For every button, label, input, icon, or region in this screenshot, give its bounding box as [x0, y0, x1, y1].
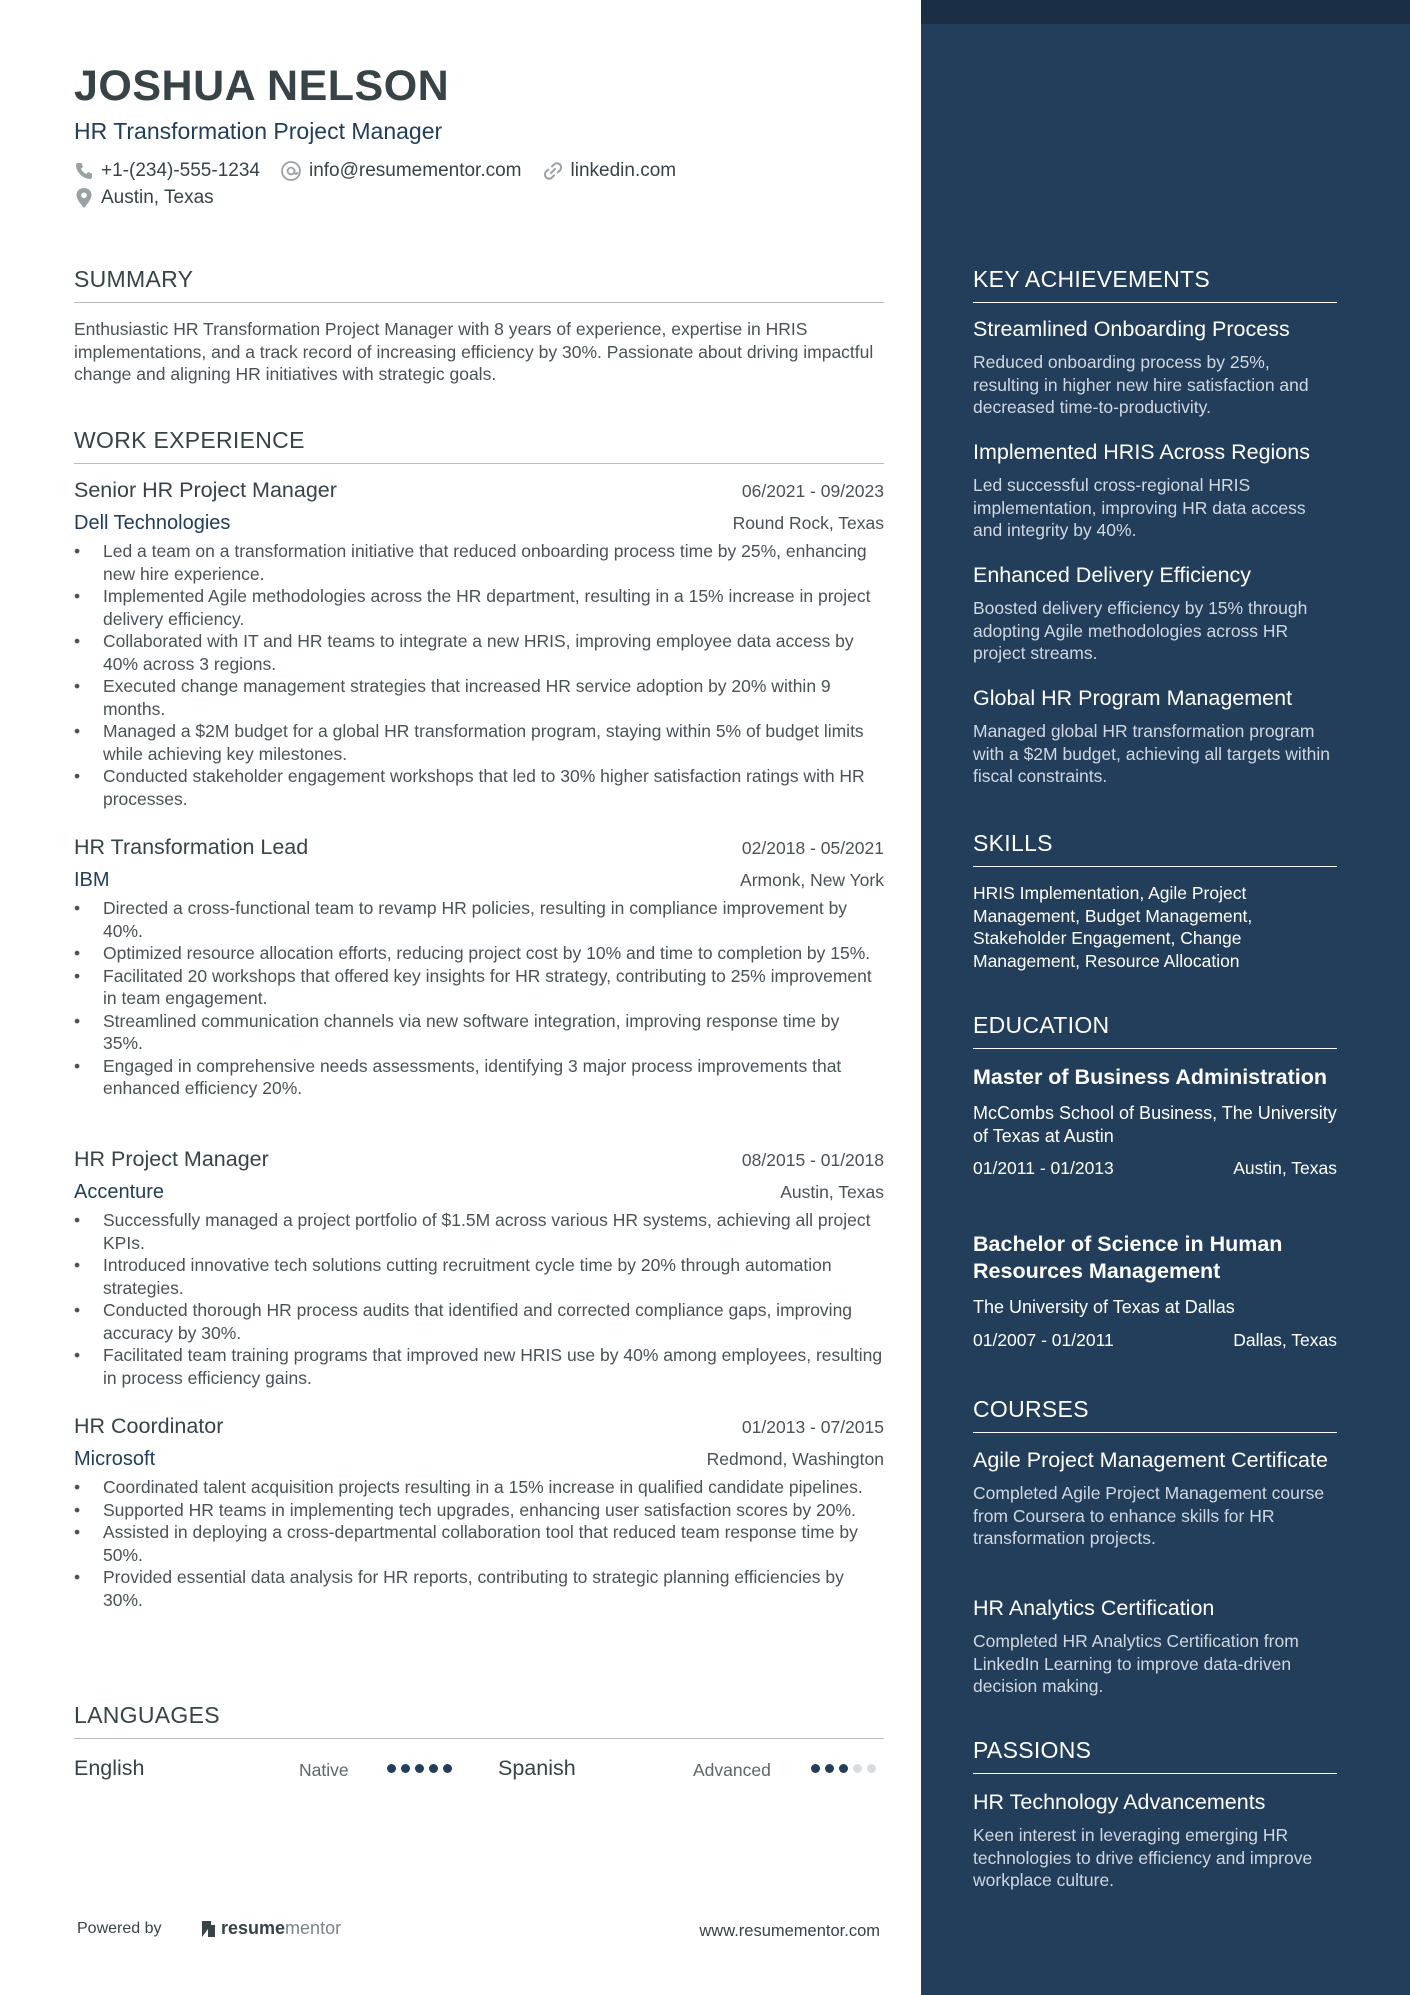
summary-text: Enthusiastic HR Transformation Project Manager with 8 years of experience, expertise in HRIS implementations, and a track record of increasing efficiency by 30%. Passionate about driving impactful change and aligning HR initiatives with strategic goals. — [74, 319, 874, 384]
job-bullet: • Collaborated with IT and HR teams to integrate a new HRIS, improving employee data access by 40% across 3 regions. — [74, 630, 884, 675]
job-company: Accenture — [74, 1181, 165, 1203]
job-entry — [74, 1147, 884, 1389]
job-bullet: • Implemented Agile methodologies across the HR department, resulting in a 15% increase in project delivery efficiency. — [74, 585, 884, 630]
education-school: McCombs School of Business, The University of Texas at Austin — [973, 1103, 1337, 1146]
job-bullets — [74, 1476, 884, 1611]
resumementor-logo-icon — [199, 1919, 217, 1939]
passions-heading: PASSIONS — [973, 1737, 1337, 1774]
passion-title: HR Technology Advancements — [973, 1790, 1266, 1814]
course-desc: Completed Agile Project Management course from Coursera to enhance skills for HR transformation projects. — [973, 1483, 1325, 1548]
job-bullet: • Managed a $2M budget for a global HR transformation program, staying within 5% of budget limits while achieving key milestones. — [74, 720, 884, 765]
skills-text: HRIS Implementation, Agile Project Management, Budget Management, Stakeholder Engagement, Change Management, Resource Allocation — [973, 883, 1253, 971]
achievement-title: Implemented HRIS Across Regions — [973, 440, 1310, 464]
website-link[interactable]: www.resumementor.com — [699, 1922, 880, 1940]
location-text: Austin, Texas — [101, 187, 214, 208]
job-location: Round Rock, Texas — [732, 513, 884, 533]
experience-heading: WORK EXPERIENCE — [74, 427, 884, 464]
rating-dot — [429, 1764, 438, 1773]
job-bullet: • Facilitated team training programs that improved new HRIS use by 40% among employees, resulting in process efficiency gains. — [74, 1344, 884, 1389]
contact-row — [74, 160, 696, 182]
achievement-desc: Managed global HR transformation program with a $2M budget, achieving all targets within fiscal constraints. — [973, 721, 1331, 786]
job-location: Armonk, New York — [740, 870, 884, 890]
rating-dot — [867, 1764, 876, 1773]
job-bullet: • Conducted thorough HR process audits that identified and corrected compliance gaps, improving accuracy by 30%. — [74, 1299, 884, 1344]
job-title: HR Coordinator — [74, 1414, 224, 1438]
contact-location-row — [74, 187, 234, 209]
courses-heading: COURSES — [973, 1396, 1337, 1433]
job-entry — [74, 478, 884, 810]
education-heading: EDUCATION — [973, 1012, 1337, 1049]
achievement-item — [973, 316, 1337, 419]
job-bullet: • Successfully managed a project portfolio of $1.5M across various HR systems, achieving all project KPIs. — [74, 1209, 884, 1254]
job-bullets — [74, 897, 884, 1100]
language-rating — [387, 1764, 457, 1773]
job-entry — [74, 1414, 884, 1611]
brand-name-second: mentor — [285, 1918, 342, 1938]
job-dates: 02/2018 - 05/2021 — [741, 838, 884, 858]
rating-dot — [825, 1764, 834, 1773]
job-bullet: • Engaged in comprehensive needs assessments, identifying 3 major process improvements that enhanced efficiency 20%. — [74, 1055, 884, 1100]
education-location: Dallas, Texas — [1233, 1329, 1337, 1350]
language-name: English — [74, 1756, 145, 1780]
language-level: Advanced — [693, 1760, 771, 1780]
job-bullet: • Led a team on a transformation initiative that reduced onboarding process time by 25%, enhancing new hire experience. — [74, 540, 884, 585]
job-bullets — [74, 1209, 884, 1389]
job-title: HR Project Manager — [74, 1147, 269, 1171]
achievement-desc: Led successful cross-regional HRIS implementation, improving HR data access and integrity by 40%. — [973, 475, 1306, 540]
job-company: Dell Technologies — [74, 512, 231, 534]
email-text[interactable]: info@resumementor.com — [308, 160, 522, 181]
phone-text[interactable]: +1-(234)-555-1234 — [101, 160, 260, 181]
job-bullet: • Supported HR teams in implementing tech upgrades, enhancing user satisfaction scores by 20%. — [74, 1499, 884, 1522]
languages-row — [74, 1756, 884, 1786]
powered-by-label: Powered by — [77, 1920, 162, 1937]
rating-dot — [839, 1764, 848, 1773]
education-degree: Bachelor of Science in Human Resources Management — [973, 1232, 1283, 1283]
language-level: Native — [299, 1760, 349, 1780]
rating-dot — [415, 1764, 424, 1773]
brand-logo[interactable] — [199, 1918, 341, 1939]
sidebar-top-band — [921, 0, 1410, 24]
job-dates: 01/2013 - 07/2015 — [741, 1417, 884, 1437]
rating-dot — [401, 1764, 410, 1773]
job-bullet: • Optimized resource allocation efforts, reducing project cost by 10% and time to completion by 15%. — [74, 942, 884, 965]
location-pin-icon — [74, 187, 94, 209]
rating-dot — [387, 1764, 396, 1773]
job-bullet: • Directed a cross-functional team to revamp HR policies, resulting in compliance improvement by 40%. — [74, 897, 884, 942]
linkedin-text[interactable]: linkedin.com — [570, 160, 677, 181]
education-item — [973, 1231, 1337, 1351]
course-title: Agile Project Management Certificate — [973, 1448, 1328, 1472]
job-bullet: • Executed change management strategies that increased HR service adoption by 20% within 9 months. — [74, 675, 884, 720]
job-bullets — [74, 540, 884, 810]
course-item — [973, 1595, 1337, 1698]
contact-phone — [74, 160, 260, 182]
candidate-role: HR Transformation Project Manager — [74, 118, 443, 144]
job-company: Microsoft — [74, 1448, 156, 1470]
contact-location — [74, 187, 214, 209]
rating-dot — [811, 1764, 820, 1773]
sidebar — [921, 0, 1410, 1995]
language-name: Spanish — [498, 1756, 576, 1780]
education-dates: 01/2011 - 01/2013 — [973, 1158, 1114, 1178]
passion-desc: Keen interest in leveraging emerging HR technologies to drive efficiency and improve workplace culture. — [973, 1825, 1313, 1890]
achievement-desc: Boosted delivery efficiency by 15% through adopting Agile methodologies across HR project streams. — [973, 598, 1308, 663]
job-bullet: • Assisted in deploying a cross-departmental collaboration tool that reduced team response time by 50%. — [74, 1521, 884, 1566]
achievement-title: Streamlined Onboarding Process — [973, 317, 1290, 341]
job-bullet: • Streamlined communication channels via new software integration, improving response time by 35%. — [74, 1010, 884, 1055]
footer — [74, 1918, 884, 1944]
job-bullet: • Conducted stakeholder engagement workshops that led to 30% higher satisfaction ratings with HR processes. — [74, 765, 884, 810]
education-item — [973, 1064, 1337, 1179]
achievement-title: Global HR Program Management — [973, 686, 1293, 710]
summary-heading: SUMMARY — [74, 266, 884, 303]
job-location: Redmond, Washington — [706, 1449, 884, 1469]
at-icon — [280, 160, 302, 182]
brand-name-first: resume — [221, 1918, 286, 1938]
job-dates: 06/2021 - 09/2023 — [741, 481, 884, 501]
languages-heading: LANGUAGES — [74, 1702, 884, 1739]
job-bullet: • Coordinated talent acquisition projects resulting in a 15% increase in qualified candidate pipelines. — [74, 1476, 884, 1499]
job-bullet: • Facilitated 20 workshops that offered key insights for HR strategy, contributing to 25% improvement in team engagement. — [74, 965, 884, 1010]
education-degree: Master of Business Administration — [973, 1065, 1328, 1089]
education-school: The University of Texas at Dallas — [973, 1297, 1235, 1317]
achievements-heading: KEY ACHIEVEMENTS — [973, 266, 1337, 303]
job-title: Senior HR Project Manager — [74, 478, 337, 502]
job-location: Austin, Texas — [780, 1182, 884, 1202]
rating-dot — [443, 1764, 452, 1773]
rating-dot — [853, 1764, 862, 1773]
job-title: HR Transformation Lead — [74, 835, 309, 859]
language-rating — [811, 1764, 881, 1773]
achievement-title: Enhanced Delivery Efficiency — [973, 563, 1252, 587]
education-dates: 01/2007 - 01/2011 — [973, 1329, 1114, 1350]
skills-block — [973, 882, 1337, 972]
achievement-item — [973, 685, 1337, 788]
achievement-desc: Reduced onboarding process by 25%, resulting in higher new hire satisfaction and decreased time-to-productivity. — [973, 352, 1309, 417]
candidate-name: JOSHUA NELSON — [74, 62, 450, 110]
job-bullet: • Provided essential data analysis for HR reports, contributing to strategic planning efficiencies by 30%. — [74, 1566, 884, 1611]
passion-item — [973, 1789, 1337, 1892]
contact-linkedin — [542, 160, 677, 182]
link-icon — [542, 160, 564, 182]
phone-icon — [74, 161, 94, 181]
job-company: IBM — [74, 869, 110, 891]
course-item — [973, 1447, 1337, 1550]
achievement-item — [973, 439, 1337, 542]
job-dates: 08/2015 - 01/2018 — [741, 1150, 884, 1170]
course-desc: Completed HR Analytics Certification from LinkedIn Learning to improve data-driven decision making. — [973, 1631, 1299, 1696]
education-location: Austin, Texas — [1233, 1158, 1337, 1178]
job-bullet: • Introduced innovative tech solutions cutting recruitment cycle time by 20% through automation strategies. — [74, 1254, 884, 1299]
contact-email — [280, 160, 522, 182]
job-entry — [74, 835, 884, 1100]
skills-heading: SKILLS — [973, 830, 1337, 867]
course-title: HR Analytics Certification — [973, 1596, 1215, 1620]
achievement-item — [973, 562, 1337, 665]
